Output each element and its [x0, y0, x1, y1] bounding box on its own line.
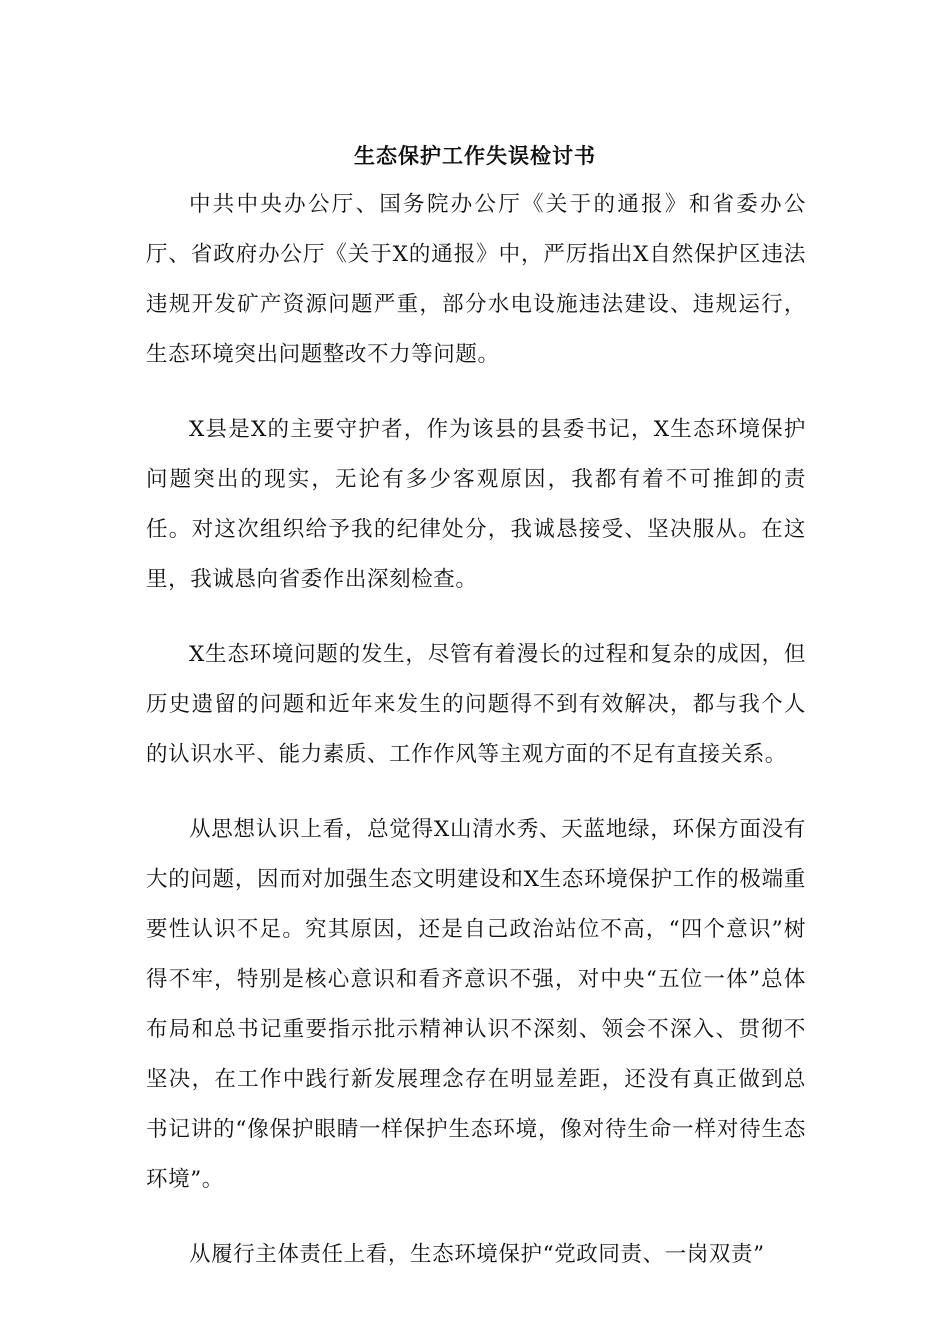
paragraph-ideology: 从思想认识上看，总觉得X山清水秀、天蓝地绿，环保方面没有大的问题，因而对加强生态文明建设和X生态环境保护工作的极端重要性认识不足。究其原因，还是自己政治站位不高，“四个意识”树得不牢，特别是核心意识和看齐意识不强，对中央“五位一体”总体布局和总书记重要指示批示精神认识不深刻、领会不深入、贯彻不坚决，在工作中践行新发展理念存在明显差距，还没有真正做到总书记讲的“像保护眼睛一样保护生态环境，像对待生命一样对待生态环境”。 — [146, 817, 806, 1192]
paragraph-causes: X生态环境问题的发生，尽管有着漫长的过程和复杂的成因，但历史遗留的问题和近年来发生的问题得不到有效解决，都与我个人的认识水平、能力素质、工作作风等主观方面的不足有直接关系。 — [146, 642, 806, 767]
paragraph-responsibility: X县是X的主要守护者，作为该县的县委书记，X生态环境保护问题突出的现实，无论有多少客观原因，我都有着不可推卸的责任。对这次组织给予我的纪律处分，我诚恳接受、坚决服从。在这里，我诚恳向省委作出深刻检查。 — [146, 417, 806, 592]
document-body — [146, 180, 806, 1305]
paragraph-notice: 中共中央办公厅、国务院办公厅《关于的通报》和省委办公厅、省政府办公厅《关于X的通报》中，严厉指出X自然保护区违法违规开发矿产资源问题严重，部分水电设施违法建设、违规运行，生态环境突出问题整改不力等问题。 — [146, 192, 806, 367]
paragraph-duty: 从履行主体责任上看，生态环境保护“党政同责、一岗双责” — [189, 1242, 765, 1267]
document-title: 生态保护工作失误检讨书 — [354, 143, 596, 168]
